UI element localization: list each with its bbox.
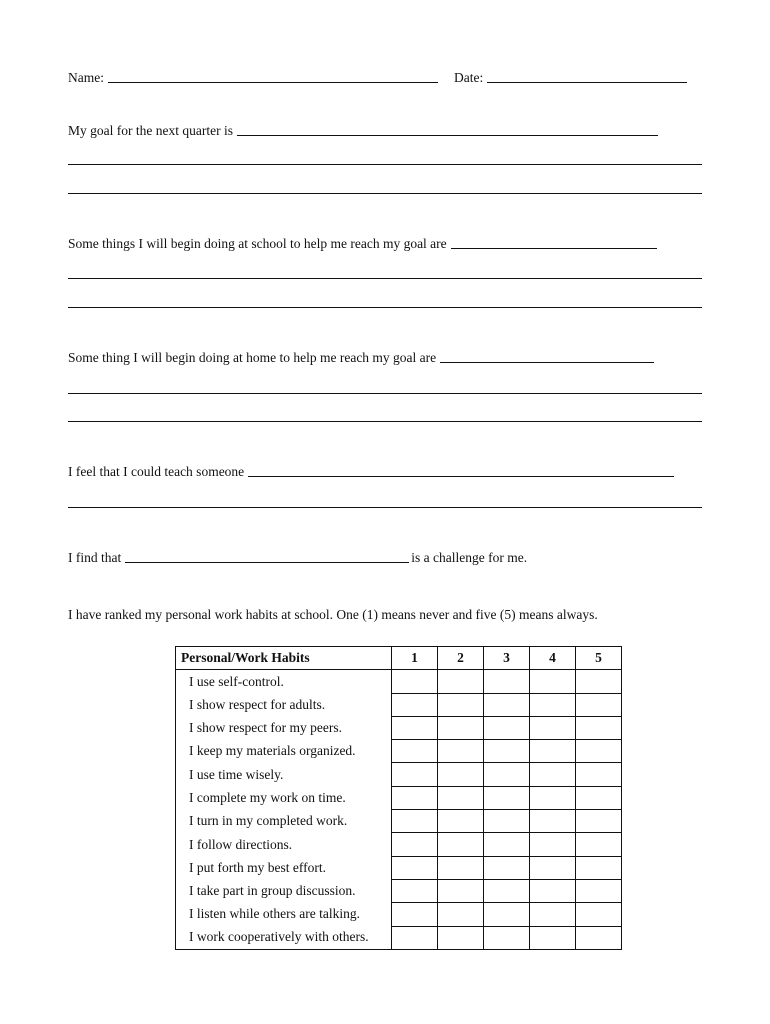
rank-cell-4[interactable] — [530, 693, 576, 716]
rank-cell-5[interactable] — [576, 740, 622, 763]
table-row — [176, 903, 622, 926]
rank-header-2: 2 — [438, 647, 484, 670]
rank-cell-2[interactable] — [438, 810, 484, 833]
rank-cell-4[interactable] — [530, 763, 576, 786]
rank-cell-1[interactable] — [392, 693, 438, 716]
home-prompt: Some thing I will begin doing at home to help me reach my goal are — [68, 350, 437, 365]
rank-cell-3[interactable] — [484, 740, 530, 763]
teach-field[interactable] — [248, 475, 674, 477]
rank-cell-3[interactable] — [484, 903, 530, 926]
goal-line-3[interactable] — [68, 193, 702, 194]
habit-label: I show respect for adults. — [176, 693, 392, 716]
rank-cell-2[interactable] — [438, 856, 484, 879]
habit-label: I listen while others are talking. — [176, 903, 392, 926]
table-row — [176, 833, 622, 856]
rank-cell-4[interactable] — [530, 810, 576, 833]
challenge-prompt-start: I find that — [68, 550, 122, 565]
table-row — [176, 716, 622, 739]
school-prompt: Some things I will begin doing at school to help me reach my goal are — [68, 236, 447, 251]
rank-cell-2[interactable] — [438, 716, 484, 739]
habit-label: I use self-control. — [176, 670, 392, 693]
rank-cell-1[interactable] — [392, 810, 438, 833]
goal-line-2[interactable] — [68, 164, 702, 165]
challenge-row — [68, 550, 527, 566]
challenge-field[interactable] — [125, 561, 409, 563]
table-row — [176, 786, 622, 809]
rank-cell-2[interactable] — [438, 670, 484, 693]
habits-table — [175, 646, 622, 950]
school-row — [68, 236, 659, 252]
rank-cell-5[interactable] — [576, 903, 622, 926]
ranking-intro: I have ranked my personal work habits at school. One (1) means never and five (5) means always. — [68, 607, 598, 622]
school-line-2[interactable] — [68, 278, 702, 279]
rank-header-5: 5 — [576, 647, 622, 670]
rank-cell-5[interactable] — [576, 879, 622, 902]
rank-cell-1[interactable] — [392, 903, 438, 926]
goal-row — [68, 123, 660, 139]
rank-header-4: 4 — [530, 647, 576, 670]
rank-cell-4[interactable] — [530, 926, 576, 949]
name-label: Name: — [68, 70, 104, 85]
table-row — [176, 763, 622, 786]
habit-label: I use time wisely. — [176, 763, 392, 786]
rank-cell-3[interactable] — [484, 716, 530, 739]
rank-cell-5[interactable] — [576, 786, 622, 809]
rank-cell-4[interactable] — [530, 833, 576, 856]
habit-label: I show respect for my peers. — [176, 716, 392, 739]
table-row — [176, 879, 622, 902]
teach-row — [68, 464, 676, 480]
table-row — [176, 693, 622, 716]
rank-cell-3[interactable] — [484, 926, 530, 949]
rank-cell-4[interactable] — [530, 879, 576, 902]
table-row — [176, 810, 622, 833]
school-field[interactable] — [451, 247, 657, 249]
rank-cell-3[interactable] — [484, 856, 530, 879]
rank-cell-5[interactable] — [576, 926, 622, 949]
rank-cell-2[interactable] — [438, 903, 484, 926]
rank-cell-3[interactable] — [484, 879, 530, 902]
rank-cell-2[interactable] — [438, 879, 484, 902]
rank-cell-5[interactable] — [576, 670, 622, 693]
rank-cell-2[interactable] — [438, 763, 484, 786]
rank-cell-1[interactable] — [392, 833, 438, 856]
rank-cell-4[interactable] — [530, 740, 576, 763]
rank-header-1: 1 — [392, 647, 438, 670]
rank-cell-3[interactable] — [484, 670, 530, 693]
goal-prompt: My goal for the next quarter is — [68, 123, 233, 138]
date-label: Date: — [454, 70, 484, 85]
home-line-3[interactable] — [68, 421, 702, 422]
rank-cell-5[interactable] — [576, 763, 622, 786]
rank-cell-2[interactable] — [438, 833, 484, 856]
habit-label: I complete my work on time. — [176, 786, 392, 809]
rank-cell-1[interactable] — [392, 856, 438, 879]
rank-cell-4[interactable] — [530, 716, 576, 739]
rank-cell-4[interactable] — [530, 903, 576, 926]
rank-cell-3[interactable] — [484, 810, 530, 833]
rank-cell-3[interactable] — [484, 693, 530, 716]
habit-label: I turn in my completed work. — [176, 810, 392, 833]
school-line-3[interactable] — [68, 307, 702, 308]
rank-cell-1[interactable] — [392, 716, 438, 739]
name-field[interactable] — [108, 81, 438, 83]
habits-header-row — [176, 647, 622, 670]
name-date-row — [68, 70, 689, 86]
rank-cell-3[interactable] — [484, 763, 530, 786]
rank-cell-5[interactable] — [576, 856, 622, 879]
date-field[interactable] — [487, 81, 687, 83]
table-row — [176, 856, 622, 879]
rank-cell-4[interactable] — [530, 670, 576, 693]
home-field[interactable] — [440, 361, 654, 363]
rank-cell-4[interactable] — [530, 856, 576, 879]
rank-cell-1[interactable] — [392, 879, 438, 902]
habits-header: Personal/Work Habits — [176, 647, 392, 670]
teach-line-2[interactable] — [68, 507, 702, 508]
rank-cell-4[interactable] — [530, 786, 576, 809]
rank-cell-2[interactable] — [438, 786, 484, 809]
goal-field[interactable] — [237, 134, 658, 136]
habit-label: I put forth my best effort. — [176, 856, 392, 879]
home-row — [68, 350, 656, 366]
rank-cell-1[interactable] — [392, 926, 438, 949]
rank-cell-2[interactable] — [438, 693, 484, 716]
table-row — [176, 926, 622, 949]
habit-label: I work cooperatively with others. — [176, 926, 392, 949]
habit-label: I follow directions. — [176, 833, 392, 856]
rank-cell-5[interactable] — [576, 716, 622, 739]
habit-label: I keep my materials organized. — [176, 740, 392, 763]
rank-cell-1[interactable] — [392, 740, 438, 763]
challenge-prompt-end: is a challenge for me. — [411, 550, 528, 565]
rank-cell-1[interactable] — [392, 786, 438, 809]
rank-cell-5[interactable] — [576, 833, 622, 856]
rank-cell-2[interactable] — [438, 926, 484, 949]
table-row — [176, 670, 622, 693]
habit-label: I take part in group discussion. — [176, 879, 392, 902]
home-line-2[interactable] — [68, 393, 702, 394]
rank-cell-5[interactable] — [576, 693, 622, 716]
table-row — [176, 740, 622, 763]
rank-cell-3[interactable] — [484, 786, 530, 809]
rank-cell-1[interactable] — [392, 670, 438, 693]
rank-cell-1[interactable] — [392, 763, 438, 786]
rank-header-3: 3 — [484, 647, 530, 670]
rank-cell-2[interactable] — [438, 740, 484, 763]
rank-cell-3[interactable] — [484, 833, 530, 856]
rank-cell-5[interactable] — [576, 810, 622, 833]
teach-prompt: I feel that I could teach someone — [68, 464, 245, 479]
